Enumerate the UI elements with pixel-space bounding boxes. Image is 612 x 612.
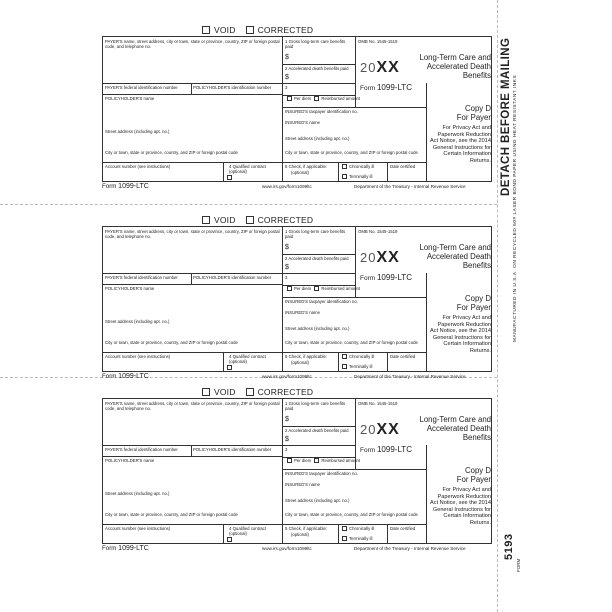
policyholder-id-label: POLICYHOLDER'S identification number	[193, 447, 272, 452]
horizontal-perforation	[0, 204, 497, 205]
box2-dollar: $	[285, 264, 289, 271]
box2-dollar: $	[285, 74, 289, 81]
terminally-ill-option: Terminally ill	[340, 536, 372, 541]
payer-tin-label: PAYER'S federal identification number	[105, 447, 178, 452]
account-number-label: Account number (see instructions)	[105, 526, 171, 531]
corrected-label: CORRECTED	[257, 215, 314, 225]
privacy-notice: For Privacy Act and Paperwork Reduction Act Notice, see the 2014 General Instructions for Certain Information Returns.	[430, 315, 491, 354]
per-diem-checkbox[interactable]	[287, 286, 292, 291]
form-name: Form 1099-LTC	[360, 83, 412, 92]
footer-url: www.irs.gov/form1099ltc	[262, 546, 312, 551]
chronically-ill-option: Chronically ill	[340, 354, 374, 359]
box5-optional: (optional)	[291, 360, 309, 365]
chronically-ill-option: Chronically ill	[340, 526, 374, 531]
policyholder-id-label: POLICYHOLDER'S identification number	[193, 275, 272, 280]
date-certified-label: Date certified	[390, 526, 416, 531]
qualified-contract-checkbox[interactable]	[227, 365, 232, 370]
footer-url: www.irs.gov/form1099ltc	[262, 184, 312, 189]
box2-label: 2 Accelerated death benefits paid	[285, 66, 349, 71]
reimbursed-checkbox[interactable]	[314, 286, 319, 291]
payer-name-label: PAYER'S name, street address, city or town, state or province, country, ZIP or foreign postal code, and telephone no.	[105, 39, 280, 49]
box3-label: 3	[285, 447, 288, 452]
box1-dollar: $	[285, 416, 289, 423]
date-certified-label: Date certified	[390, 354, 416, 359]
policyholder-name-label: POLICYHOLDER'S name	[105, 286, 155, 291]
box2-dollar: $	[285, 436, 289, 443]
box5-optional: (optional)	[291, 532, 309, 537]
form-title: Long-Term Care and Accelerated Death Benefits	[419, 415, 491, 442]
tax-year: 20XX	[360, 421, 400, 438]
copy-designation: Copy D For Payer	[456, 104, 491, 122]
box3-options: Per diem Reimbursed amount	[285, 286, 360, 291]
box2-label: 2 Accelerated death benefits paid	[285, 256, 349, 261]
box5-label: 5 Check, if applicable:	[285, 354, 328, 359]
chronically-ill-checkbox[interactable]	[342, 526, 347, 531]
account-number-label: Account number (see instructions)	[105, 354, 171, 359]
box4-label: 4 Qualified contract (optional)	[229, 354, 267, 364]
copy-designation: Copy D For Payer	[456, 466, 491, 484]
form-grid	[102, 226, 492, 372]
tax-year: 20XX	[360, 249, 400, 266]
box3-options: Per diem Reimbursed amount	[285, 458, 360, 463]
payer-name-label: PAYER'S name, street address, city or town, state or province, country, ZIP or foreign postal code, and telephone no.	[105, 401, 280, 411]
privacy-notice: For Privacy Act and Paperwork Reduction Act Notice, see the 2014 General Instructions for Certain Information Returns.	[430, 125, 491, 164]
box1-label: 1 Gross long-term care benefits paid	[285, 229, 346, 239]
terminally-ill-checkbox[interactable]	[342, 174, 347, 179]
box5-label: 5 Check, if applicable:	[285, 164, 328, 169]
form-copy-2	[102, 214, 492, 394]
insured-tin-label: INSURED'S taxpayer identification no.	[285, 299, 358, 304]
policyholder-city-label: City or town, state or province, country, and ZIP or foreign postal code	[105, 340, 238, 345]
void-label: VOID	[214, 25, 236, 35]
policyholder-name-label: POLICYHOLDER'S name	[105, 96, 155, 101]
footer-department: Department of the Treasury - Internal Revenue Service	[354, 374, 466, 379]
qualified-contract-checkbox[interactable]	[227, 537, 232, 542]
form-grid	[102, 398, 492, 544]
account-number-label: Account number (see instructions)	[105, 164, 171, 169]
void-checkbox[interactable]	[202, 216, 210, 224]
box3-options: Per diem Reimbursed amount	[285, 96, 360, 101]
box1-label: 1 Gross long-term care benefits paid	[285, 401, 346, 411]
form-word-label: FORM	[516, 558, 521, 572]
terminally-ill-option: Terminally ill	[340, 364, 372, 369]
form-number: 5193	[503, 533, 515, 560]
corrected-checkbox[interactable]	[246, 216, 254, 224]
form-copy-1	[102, 24, 492, 204]
form-title: Long-Term Care and Accelerated Death Benefits	[419, 53, 491, 80]
box1-dollar: $	[285, 244, 289, 251]
manufactured-note: MANUFACTURED IN U.S.A. ON RECYCLED 60# LASER BOND PAPER USING HEAT RESISTANT INKS	[513, 74, 518, 342]
per-diem-checkbox[interactable]	[287, 458, 292, 463]
footer-url: www.irs.gov/form1099ltc	[262, 374, 312, 379]
payer-tin-label: PAYER'S federal identification number	[105, 85, 178, 90]
form-title: Long-Term Care and Accelerated Death Benefits	[419, 243, 491, 270]
terminally-ill-checkbox[interactable]	[342, 536, 347, 541]
policyholder-name-label: POLICYHOLDER'S name	[105, 458, 155, 463]
corrected-label: CORRECTED	[257, 387, 314, 397]
void-label: VOID	[214, 387, 236, 397]
insured-name-label: INSURED'S name	[285, 120, 320, 125]
reimbursed-checkbox[interactable]	[314, 96, 319, 101]
insured-city-label: City or town, state or province, country, and ZIP or foreign postal code	[285, 512, 418, 517]
insured-name-label: INSURED'S name	[285, 310, 320, 315]
form-name: Form 1099-LTC	[360, 273, 412, 282]
policyholder-city-label: City or town, state or province, country, and ZIP or foreign postal code	[105, 512, 238, 517]
void-label: VOID	[214, 215, 236, 225]
insured-street-label: Street address (including apt. no.)	[285, 498, 350, 503]
policyholder-street-label: Street address (including apt. no.)	[105, 491, 170, 496]
footer-form-name: Form 1099-LTC	[102, 373, 149, 380]
insured-city-label: City or town, state or province, country, and ZIP or foreign postal code	[285, 340, 418, 345]
policyholder-id-label: POLICYHOLDER'S identification number	[193, 85, 272, 90]
omb-number: OMB No. 1545-1519	[358, 401, 398, 406]
reimbursed-checkbox[interactable]	[314, 458, 319, 463]
detach-before-mailing-text: DETACH BEFORE MAILING	[500, 37, 512, 196]
footer-department: Department of the Treasury - Internal Revenue Service	[354, 184, 466, 189]
box3-label: 3	[285, 85, 288, 90]
corrected-checkbox[interactable]	[246, 388, 254, 396]
policyholder-street-label: Street address (including apt. no.)	[105, 319, 170, 324]
insured-tin-label: INSURED'S taxpayer identification no.	[285, 471, 358, 476]
footer-department: Department of the Treasury - Internal Revenue Service	[354, 546, 466, 551]
void-corrected-row	[202, 214, 319, 226]
corrected-checkbox[interactable]	[246, 26, 254, 34]
box3-label: 3	[285, 275, 288, 280]
payer-tin-label: PAYER'S federal identification number	[105, 275, 178, 280]
insured-city-label: City or town, state or province, country, and ZIP or foreign postal code	[285, 150, 418, 155]
corrected-label: CORRECTED	[257, 25, 314, 35]
insured-street-label: Street address (including apt. no.)	[285, 136, 350, 141]
insured-tin-label: INSURED'S taxpayer identification no.	[285, 109, 358, 114]
policyholder-city-label: City or town, state or province, country, and ZIP or foreign postal code	[105, 150, 238, 155]
copy-designation: Copy D For Payer	[456, 294, 491, 312]
void-checkbox[interactable]	[202, 388, 210, 396]
form-name: Form 1099-LTC	[360, 445, 412, 454]
terminally-ill-option: Terminally ill	[340, 174, 372, 179]
chronically-ill-checkbox[interactable]	[342, 354, 347, 359]
void-corrected-row	[202, 386, 319, 398]
insured-name-label: INSURED'S name	[285, 482, 320, 487]
terminally-ill-checkbox[interactable]	[342, 364, 347, 369]
chronically-ill-checkbox[interactable]	[342, 164, 347, 169]
omb-number: OMB No. 1545-1519	[358, 229, 398, 234]
box4-label: 4 Qualified contract (optional)	[229, 526, 267, 536]
insured-street-label: Street address (including apt. no.)	[285, 326, 350, 331]
box5-optional: (optional)	[291, 170, 309, 175]
form-copy-3	[102, 386, 492, 566]
vertical-perforation	[497, 0, 498, 612]
box1-label: 1 Gross long-term care benefits paid	[285, 39, 346, 49]
per-diem-checkbox[interactable]	[287, 96, 292, 101]
void-corrected-row	[202, 24, 319, 36]
box4-label: 4 Qualified contract (optional)	[229, 164, 267, 174]
form-grid	[102, 36, 492, 182]
footer-form-name: Form 1099-LTC	[102, 183, 149, 190]
box1-dollar: $	[285, 54, 289, 61]
payer-name-label: PAYER'S name, street address, city or town, state or province, country, ZIP or foreign postal code, and telephone no.	[105, 229, 280, 239]
chronically-ill-option: Chronically ill	[340, 164, 374, 169]
date-certified-label: Date certified	[390, 164, 416, 169]
qualified-contract-checkbox[interactable]	[227, 175, 232, 180]
box5-label: 5 Check, if applicable:	[285, 526, 328, 531]
footer-form-name: Form 1099-LTC	[102, 545, 149, 552]
policyholder-street-label: Street address (including apt. no.)	[105, 129, 170, 134]
box2-label: 2 Accelerated death benefits paid	[285, 428, 349, 433]
omb-number: OMB No. 1545-1519	[358, 39, 398, 44]
void-checkbox[interactable]	[202, 26, 210, 34]
tax-year: 20XX	[360, 59, 400, 76]
privacy-notice: For Privacy Act and Paperwork Reduction Act Notice, see the 2014 General Instructions for Certain Information Returns.	[430, 487, 491, 526]
